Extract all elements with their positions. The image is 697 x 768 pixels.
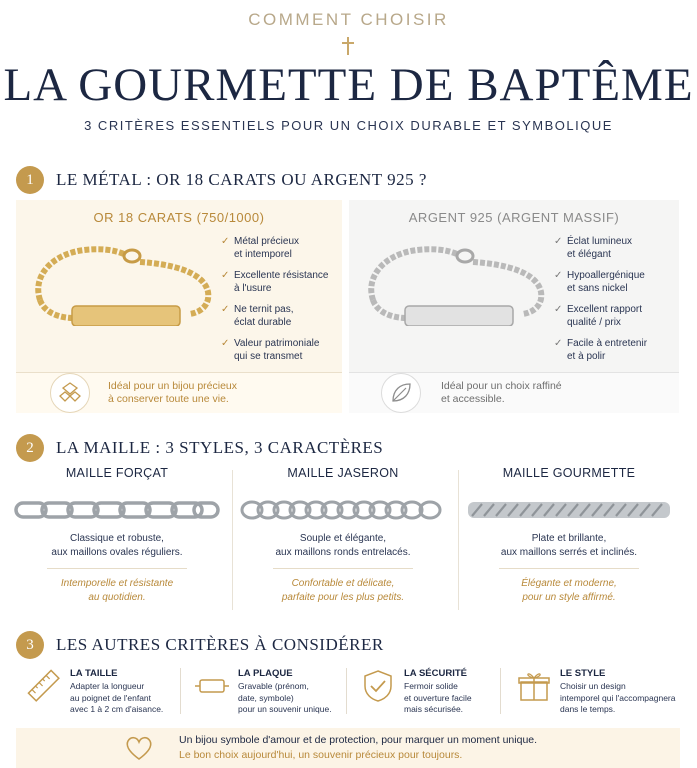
- gold-panel-title: OR 18 CARATS (750/1000): [93, 210, 265, 225]
- chain-jaseron: [236, 466, 450, 605]
- section-number: 3: [16, 631, 44, 659]
- section-1-heading: [16, 166, 427, 194]
- footer-line-1: Un bijou symbole d'amour et de protection, pour marquer un moment unique.: [179, 734, 538, 746]
- gold-features-list: [221, 235, 346, 371]
- chain-note: Élégante et moderne, pour un style affirmé.: [521, 578, 617, 603]
- ruler-icon: [26, 668, 62, 704]
- chain-description: Plate et brillante, aux maillons serrés et inclinés.: [500, 533, 638, 558]
- list-item: ✓ Ne ternit pas, éclat durable: [221, 304, 294, 328]
- chain-description: Souple et élégante, aux maillons ronds entrelacés.: [275, 533, 411, 558]
- criterion-size: [26, 664, 176, 720]
- section-2-heading: [16, 434, 383, 462]
- criterion-text: Adapter la longueur au poignet de l'enfant avec 1 à 2 cm d'aisance.: [70, 681, 164, 714]
- eyebrow: COMMENT CHOISIR: [248, 10, 449, 29]
- divider: [346, 668, 347, 714]
- silver-features-list: [554, 235, 679, 371]
- list-item: ✓ Facile à entretenir et à polir: [554, 338, 648, 362]
- list-item: ✓ Valeur patrimoniale qui se transmet: [221, 338, 320, 362]
- page-title: LA GOURMETTE DE BAPTÊME: [3, 59, 694, 111]
- criterion-text: Gravable (prénom, date, symbole) pour un souvenir unique.: [238, 681, 332, 714]
- chain-name: MAILLE GOURMETTE: [502, 466, 636, 480]
- list-item: ✓ Excellente résistance à l'usure: [221, 270, 329, 294]
- chain-description: Classique et robuste, aux maillons ovales réguliers.: [51, 533, 183, 558]
- gold-ideal-bar: [16, 372, 342, 413]
- divider: [180, 668, 181, 714]
- plate-icon: [194, 668, 230, 704]
- gems-icon: [50, 373, 90, 413]
- criterion-security: [360, 664, 510, 720]
- criterion-title: LA PLAQUE: [238, 668, 293, 679]
- gold-panel: [16, 200, 342, 372]
- section-number: 2: [16, 434, 44, 462]
- shield-check-icon: [360, 668, 396, 704]
- divider: [499, 568, 639, 569]
- leaf-icon: [381, 373, 421, 413]
- criterion-text: Choisir un design intemporel qui l'accompagnera dans le temps.: [560, 681, 676, 714]
- criterion-title: LE STYLE: [560, 668, 606, 679]
- criterion-plate: [194, 664, 344, 720]
- criterion-title: LA SÉCURITÉ: [404, 668, 467, 679]
- list-item: ✓ Excellent rapport qualité / prix: [554, 304, 643, 328]
- divider: [232, 470, 233, 610]
- list-item: ✓ Hypoallergénique et sans nickel: [554, 270, 645, 294]
- section-title: LE MÉTAL : OR 18 CARATS OU ARGENT 925 ?: [56, 170, 427, 189]
- heart-icon: [124, 734, 154, 762]
- chain-gourmette: [462, 466, 676, 605]
- divider: [500, 668, 501, 714]
- forcat-chain-icon: [14, 498, 220, 522]
- silver-panel: [349, 200, 679, 372]
- gold-ideal-text: Idéal pour un bijou précieux à conserver toute une vie.: [108, 380, 238, 405]
- chain-forcat: [10, 466, 224, 605]
- chain-name: MAILLE FORÇAT: [65, 466, 169, 480]
- silver-panel-title: ARGENT 925 (ARGENT MASSIF): [408, 210, 620, 225]
- silver-ideal-text: Idéal pour un choix raffiné et accessible.: [441, 380, 562, 405]
- gourmette-chain-icon: [466, 498, 672, 522]
- chain-note: Confortable et délicate, parfaite pour les plus petits.: [281, 578, 405, 603]
- section-title: LES AUTRES CRITÈRES À CONSIDÉRER: [56, 635, 384, 654]
- cross-icon: [340, 36, 356, 56]
- footer-banner: [16, 728, 680, 768]
- footer-line-2: Le bon choix aujourd'hui, un souvenir précieux pour toujours.: [179, 749, 463, 761]
- chain-note: Intemporelle et résistante au quotidien.: [60, 578, 174, 603]
- silver-bracelet-icon: [355, 236, 555, 326]
- gold-bracelet-icon: [22, 236, 222, 326]
- criterion-style: [516, 664, 682, 720]
- criterion-title: LA TAILLE: [70, 668, 118, 679]
- divider: [47, 568, 187, 569]
- silver-ideal-bar: [349, 372, 679, 413]
- divider: [273, 568, 413, 569]
- list-item: ✓ Éclat lumineux et élégant: [554, 236, 633, 260]
- criterion-text: Fermoir solide et ouverture facile mais sécurisée.: [404, 681, 472, 714]
- section-number: 1: [16, 166, 44, 194]
- section-3-heading: [16, 631, 384, 659]
- list-item: ✓ Métal précieux et intemporel: [221, 236, 300, 260]
- section-title: LA MAILLE : 3 STYLES, 3 CARACTÈRES: [56, 438, 384, 457]
- page-subtitle: 3 CRITÈRES ESSENTIELS POUR UN CHOIX DURABLE ET SYMBOLIQUE: [84, 118, 613, 133]
- divider: [458, 470, 459, 610]
- jaseron-chain-icon: [240, 498, 446, 522]
- gift-icon: [516, 668, 552, 704]
- chain-name: MAILLE JASERON: [287, 466, 399, 480]
